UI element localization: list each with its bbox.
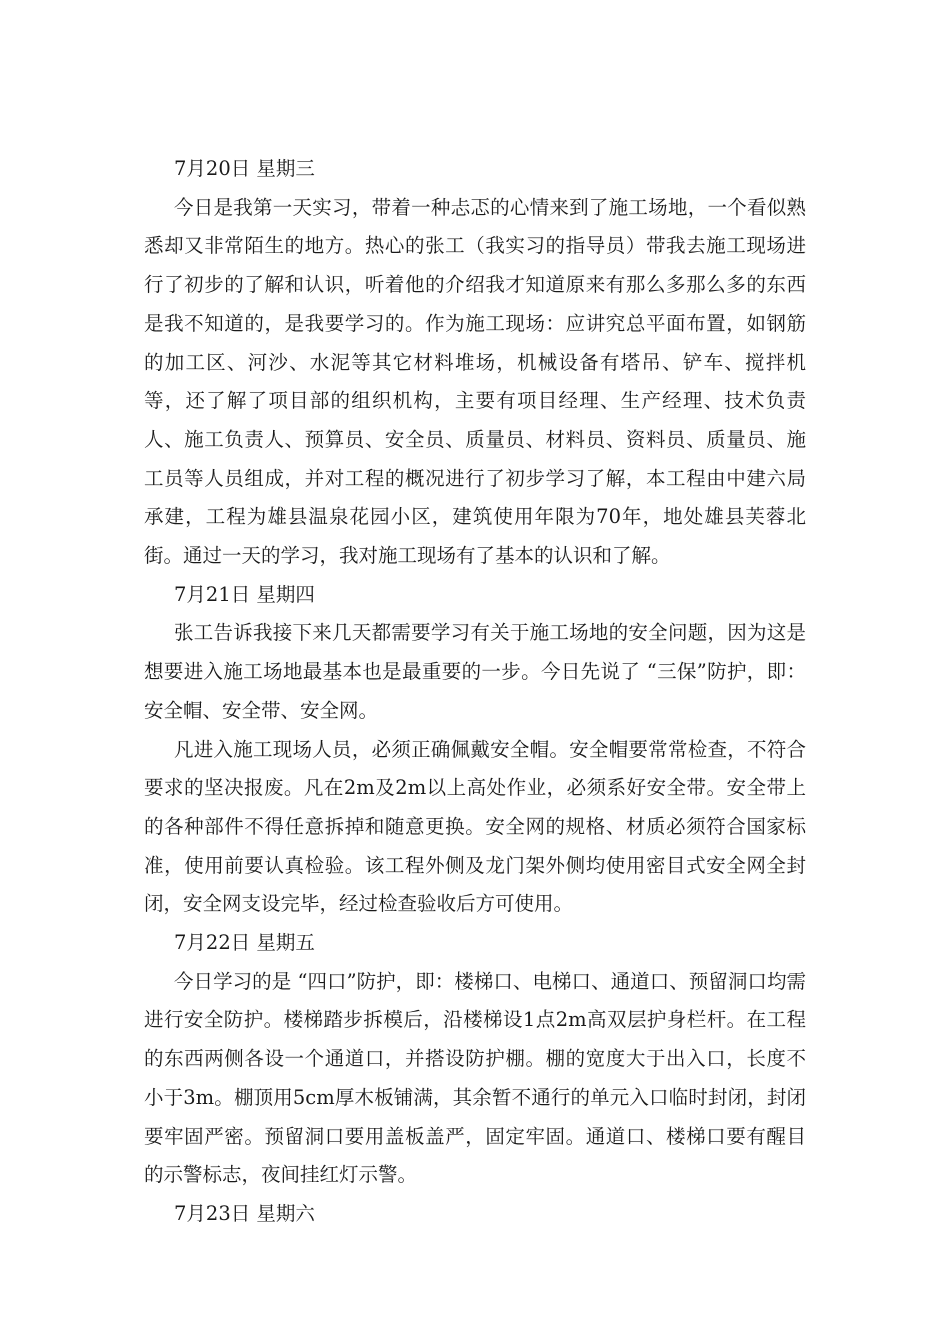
entry-paragraph: 张工告诉我接下来几天都需要学习有关于施工场地的安全问题，因为这是想要进入施工场地最基本也是最重要的一步。今日先说了 “三保”防护，即：安全帽、安全带、安全网。 (144, 621, 806, 722)
entry-date: 7月22日 星期五 (174, 931, 315, 955)
entry-date: 7月20日 星期三 (174, 157, 315, 180)
entry-date: 7月23日 星期六 (174, 1201, 315, 1225)
entry-date: 7月21日 星期四 (174, 582, 315, 606)
document-page (144, 150, 806, 1234)
entry-paragraph: 凡进入施工现场人员，必须正确佩戴安全帽。安全帽要常常检查，不符合要求的坚决报废。凡在2m及2m以上高处作业，必须系好安全带。安全带上的各种部件不得任意拆掉和随意更换。安全网的规格、材质必须符合国家标准，使用前要认真检验。该工程外侧及龙门架外侧均使用密目式安全网全封闭，安全网支设完毕，经过检查验收后方可使用。 (144, 737, 806, 916)
entry-paragraph: 今日是我第一天实习，带着一种忐忑的心情来到了施工场地，一个看似熟悉却又非常陌生的地方。热心的张工（我实习的指导员）带我去施工现场进行了初步的了解和认识，听着他的介绍我才知道原来有那么多那么多的东西是我不知道的，是我要学习的。作为施工现场：应讲究总平面布置，如钢筋的加工区、河沙、水泥等其它材料堆场，机械设备有塔吊、铲车、搅拌机等，还了解了项目部的组织机构，主要有项目经理、生产经理、技术负责人、施工负责人、预算员、安全员、质量员、材料员、资料员、质量员、施工员等人员组成，并对工程的概况进行了初步学习了解，本工程由中建六局承建，工程为雄县温泉花园小区，建筑使用年限为70年，地处雄县芙蓉北街。通过一天的学习，我对施工现场有了基本的认识和了解。 (144, 195, 806, 568)
entry-paragraph: 今日学习的是 “四口”防护，即：楼梯口、电梯口、通道口、预留洞口均需进行安全防护。楼梯踏步拆模后，沿楼梯设1点2m高双层护身栏杆。在工程的东西两侧各设一个通道口，并搭设防护棚。棚的宽度大于出入口，长度不小于3m。棚顶用5cm厚木板铺满，其余暂不通行的单元入口临时封闭，封闭要牢固严密。预留洞口要用盖板盖严，固定牢固。通道口、楼梯口要有醒目的示警标志，夜间挂红灯示警。 (144, 969, 806, 1187)
